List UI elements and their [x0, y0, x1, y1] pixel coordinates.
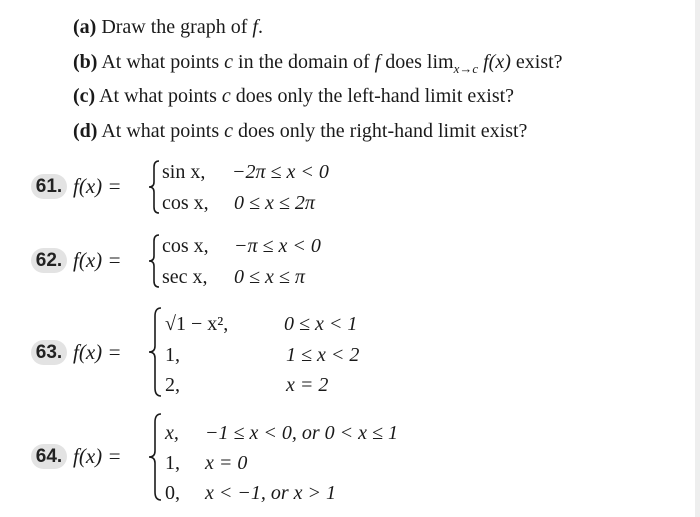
question-b-lim: does lim	[380, 51, 454, 73]
problem-63-row2-expr: 1,	[165, 344, 180, 366]
problem-61-row1-cond: −2π ≤ x < 0	[232, 161, 329, 183]
problem-63-row2-cond: 1 ≤ x < 2	[286, 344, 360, 366]
question-a-end: .	[257, 16, 263, 38]
question-b-lim-sub: x→c	[453, 61, 479, 76]
page-edge	[695, 0, 700, 517]
problem-63-row1-cond: 0 ≤ x < 1	[284, 313, 358, 335]
problem-62-row2-expr: sec x,	[162, 266, 208, 288]
question-c	[73, 84, 514, 108]
question-b-end: exist?	[510, 51, 563, 73]
problem-64-row3-cond: x < −1, or x > 1	[205, 482, 337, 504]
problem-64-lhs: f(x) =	[73, 444, 122, 468]
problem-63-number: 63.	[31, 340, 67, 365]
left-brace-icon	[147, 412, 163, 502]
problem-61-row2-expr: cos x,	[162, 192, 209, 214]
problem-64-row3-expr: 0,	[165, 482, 180, 504]
question-b-f: f	[374, 51, 381, 73]
question-c-c: c	[221, 85, 231, 107]
problem-61-number: 61.	[31, 174, 67, 199]
question-d-c: c	[224, 120, 234, 142]
problem-61-row1-expr: sin x,	[162, 161, 206, 183]
left-brace-icon	[147, 159, 161, 215]
question-c-text: At what points	[99, 85, 222, 107]
question-d-text: At what points	[101, 120, 225, 142]
problem-62-number: 62.	[31, 248, 67, 273]
question-b-text: At what points	[101, 51, 225, 73]
problem-64-number: 64.	[31, 444, 67, 469]
problem-63-lhs: f(x) =	[73, 340, 122, 364]
question-b-c: c	[224, 51, 234, 73]
problem-63-row1-expr: √1 − x²,	[165, 313, 229, 335]
problem-64-row1-expr: x,	[165, 422, 179, 444]
question-c-end: does only the left-hand limit exist?	[230, 85, 515, 107]
question-a-text: Draw the graph of	[101, 16, 253, 38]
problem-62-row1-expr: cos x,	[162, 235, 209, 257]
question-d-label: (d)	[73, 120, 98, 142]
question-d-end: does only the right-hand limit exist?	[233, 120, 528, 142]
question-c-label: (c)	[73, 85, 96, 107]
question-a-label: (a)	[73, 16, 97, 38]
question-b-fx: f(x)	[483, 51, 511, 73]
left-brace-icon	[147, 233, 161, 289]
problem-62-row2-cond: 0 ≤ x ≤ π	[234, 266, 305, 288]
question-b-mid: in the domain of	[233, 51, 375, 73]
problem-64-row1-cond: −1 ≤ x < 0, or 0 < x ≤ 1	[205, 422, 398, 444]
question-a	[73, 15, 263, 39]
problem-63-row3-expr: 2,	[165, 374, 180, 396]
problem-62-lhs: f(x) =	[73, 248, 122, 272]
question-b-label: (b)	[73, 51, 98, 73]
problem-63-row3-cond: x = 2	[286, 374, 329, 396]
problem-62-row1-cond: −π ≤ x < 0	[234, 235, 321, 257]
question-b	[73, 50, 563, 81]
question-a-f: f	[252, 16, 258, 38]
problem-61-row2-cond: 0 ≤ x ≤ 2π	[234, 192, 315, 214]
left-brace-icon	[147, 306, 163, 398]
problem-61-lhs: f(x) =	[73, 174, 122, 198]
problem-64-row2-cond: x = 0	[205, 452, 248, 474]
problem-64-row2-expr: 1,	[165, 452, 180, 474]
question-d	[73, 119, 527, 143]
